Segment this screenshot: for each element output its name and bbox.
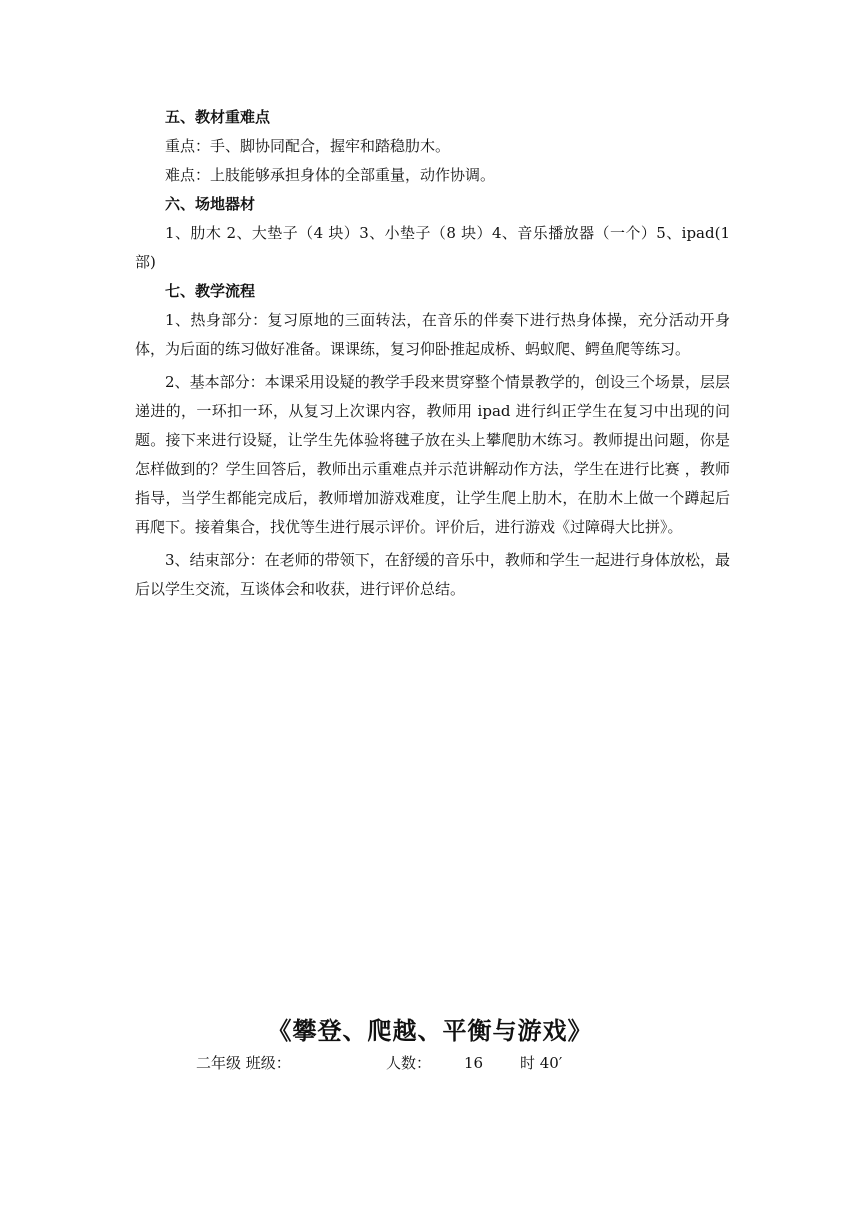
lesson-info-line [196,1052,562,1074]
grade-class-label: 二年级 班级： [196,1054,291,1072]
lesson-title: 《攀登、爬越、平衡与游戏》 [267,1017,593,1045]
key-point-text: 重点：手、脚协同配合，握牢和踏稳肋木。 [165,137,451,155]
difficulty-text: 难点：上肢能够承担身体的全部重量，动作协调。 [165,166,496,184]
student-count-label: 人数： [386,1054,432,1072]
student-count-value: 16 [464,1054,484,1072]
document-body [135,103,730,608]
warmup-text: 1、热身部分：复习原地的三面转法，在音乐的伴奏下进行热身体操，充分活动开身体，为后面的练习做好准备。课课练，复习仰卧推起成桥、蚂蚁爬、鳄鱼爬等练习。 [135,311,730,358]
basic-part-text: 2、基本部分：本课采用设疑的教学手段来贯穿整个情景教学的，创设三个场景，层层递进的，一环扣一环，从复习上次课内容，教师用 ipad 进行纠正学生在复习中出现的问题。接下来进行设疑，让学生先体验将毽子放在头上攀爬肋木练习。教师提出问题，你是怎样做到的？学生回答后，教师出示重难点并示范讲解动作方法，学生在进行比赛 ，教师指导，当学生都能完成后，教师增加游戏难度，让学生爬上肋木，在肋木上做一个蹲起后再爬下。接着集合，找优等生进行展示评价。评价后，进行游戏《过障碍大比拼》。 [135,373,730,536]
section-heading-teaching-process: 七、教学流程 [165,282,256,300]
section-heading-equipment: 六、场地器材 [165,195,256,213]
ending-part-text: 3、结束部分：在老师的带领下，在舒缓的音乐中，教师和学生一起进行身体放松，最后以学生交流，互谈体会和收获，进行评价总结。 [135,551,730,598]
section-heading-materials-focus: 五、教材重难点 [165,108,271,126]
lesson-time: 时 40′ [520,1054,563,1072]
equipment-text: 1、肋木 2、大垫子（4 块）3、小垫子（8 块）4、音乐播放器（一个）5、ipad(1 部) [135,224,730,271]
